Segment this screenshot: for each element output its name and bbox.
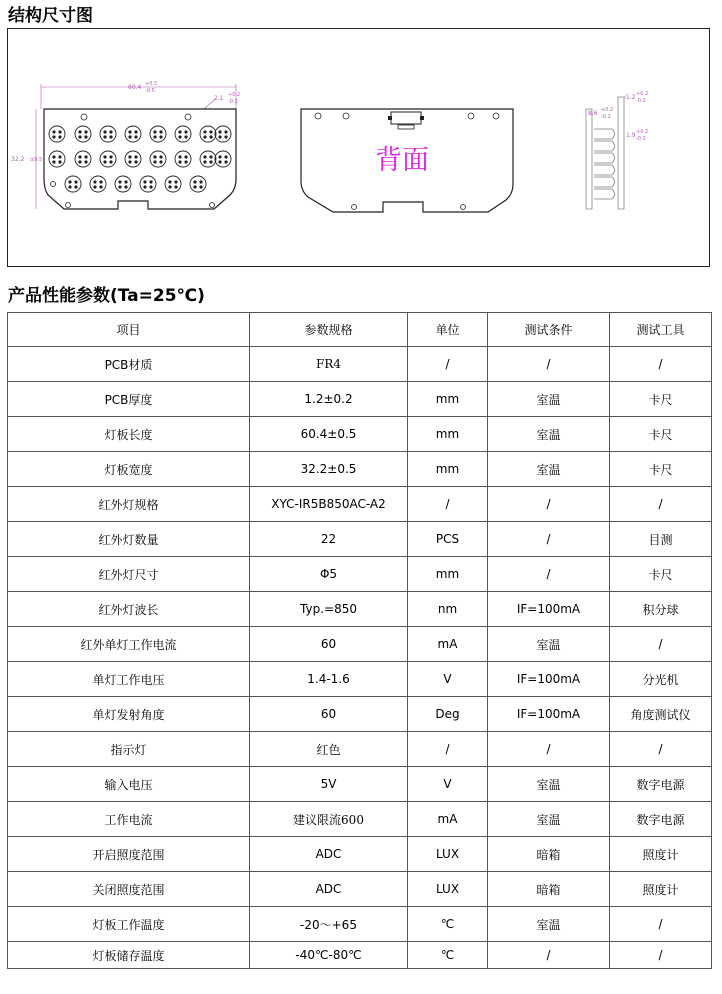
ir-led-pad: [84, 160, 87, 163]
table-cell: 室温: [488, 627, 610, 662]
ir-led-pad: [78, 135, 81, 138]
table-cell: /: [488, 522, 610, 557]
side-dim-c-tol-plus: +0.2: [636, 129, 649, 135]
table-cell: mA: [408, 802, 488, 837]
ir-led-pad: [68, 185, 71, 188]
table-cell: 开启照度范围: [8, 837, 250, 872]
table-cell: Deg: [408, 697, 488, 732]
ir-led-pad: [178, 160, 181, 163]
ir-led-pad: [84, 135, 87, 138]
front-view: [11, 81, 240, 209]
ir-led-outline: [175, 126, 191, 142]
table-cell: 1.2±0.2: [250, 382, 408, 417]
table-cell: 暗箱: [488, 872, 610, 907]
table-cell: LUX: [408, 837, 488, 872]
dim-hole-label: 2.1: [214, 95, 224, 102]
ir-led-pad: [153, 160, 156, 163]
table-cell: 红外灯尺寸: [8, 557, 250, 592]
table-cell: 暗箱: [488, 837, 610, 872]
table-header-cell: 参数规格: [250, 313, 408, 347]
table-header-cell: 单位: [408, 313, 488, 347]
side-dim-a-tol-plus: +0.2: [601, 107, 614, 113]
ir-led-pad: [153, 130, 156, 133]
ir-led-pad: [224, 155, 227, 158]
ir-led-outline: [165, 176, 181, 192]
table-cell: 数字电源: [610, 802, 712, 837]
ir-led-pad: [203, 155, 206, 158]
side-dim-c-tol-minus: -0.2: [636, 136, 646, 142]
table-cell: nm: [408, 592, 488, 627]
side-led-profile: [594, 177, 615, 187]
table-cell: PCB材质: [8, 347, 250, 382]
table-cell: 分光机: [610, 662, 712, 697]
table-cell: IF=100mA: [488, 592, 610, 627]
table-cell: LUX: [408, 872, 488, 907]
ir-led-pad: [52, 130, 55, 133]
table-cell: /: [610, 627, 712, 662]
ir-led-outline: [200, 126, 216, 142]
ir-led-pad: [128, 155, 131, 158]
ir-led-outline: [65, 176, 81, 192]
ir-led-outline: [190, 176, 206, 192]
ir-led-outline: [215, 126, 231, 142]
table-cell: ADC: [250, 872, 408, 907]
ir-led-pad: [74, 180, 77, 183]
table-cell: 工作电流: [8, 802, 250, 837]
table-row: [8, 942, 712, 969]
ir-led-pad: [103, 160, 106, 163]
table-row: [8, 347, 712, 382]
ir-led-pad: [134, 130, 137, 133]
ir-led-pad: [58, 130, 61, 133]
ir-led-outline: [175, 151, 191, 167]
ir-led-pad: [193, 180, 196, 183]
ir-led-outline: [125, 151, 141, 167]
table-row: [8, 487, 712, 522]
ir-led-pad: [218, 135, 221, 138]
ir-led-pad: [128, 130, 131, 133]
ir-led-pad: [159, 135, 162, 138]
ir-led-outline: [49, 126, 65, 142]
ir-led-pad: [58, 135, 61, 138]
table-cell: IF=100mA: [488, 697, 610, 732]
table-header-cell: 测试工具: [610, 313, 712, 347]
ir-led-pad: [78, 160, 81, 163]
ir-led-outline: [215, 151, 231, 167]
ir-led-pad: [218, 155, 221, 158]
table-row: [8, 417, 712, 452]
ir-led-pad: [224, 135, 227, 138]
side-dim-c: 1.9: [626, 132, 636, 139]
table-cell: Φ5: [250, 557, 408, 592]
ir-led-pad: [99, 185, 102, 188]
ir-led-outline: [100, 126, 116, 142]
table-cell: 60.4±0.5: [250, 417, 408, 452]
table-row: [8, 557, 712, 592]
table-row: [8, 522, 712, 557]
ir-led-pad: [134, 155, 137, 158]
ir-led-pad: [109, 130, 112, 133]
ir-led-pad: [184, 160, 187, 163]
ir-led-pad: [203, 135, 206, 138]
table-cell: 室温: [488, 417, 610, 452]
table-cell: 室温: [488, 767, 610, 802]
table-cell: /: [488, 487, 610, 522]
structure-section-title: 结构尺寸图: [8, 6, 93, 26]
ir-led-outline: [150, 126, 166, 142]
ir-led-pad: [184, 130, 187, 133]
table-cell: 灯板长度: [8, 417, 250, 452]
table-cell: /: [488, 557, 610, 592]
table-cell: ADC: [250, 837, 408, 872]
table-cell: 目测: [610, 522, 712, 557]
table-cell: 红外灯规格: [8, 487, 250, 522]
table-cell: 室温: [488, 802, 610, 837]
table-cell: 灯板宽度: [8, 452, 250, 487]
dim-length-tol-plus: +0.5: [145, 81, 158, 87]
ir-led-pad: [58, 160, 61, 163]
ir-led-pad: [153, 135, 156, 138]
table-cell: 60: [250, 697, 408, 732]
table-cell: /: [408, 347, 488, 382]
ir-led-pad: [209, 155, 212, 158]
table-cell: Typ.=850: [250, 592, 408, 627]
table-cell: /: [408, 732, 488, 767]
ir-led-pad: [224, 130, 227, 133]
dim-width-tol: ±0.5: [30, 157, 43, 163]
table-cell: V: [408, 767, 488, 802]
table-cell: /: [488, 942, 610, 969]
ir-led-pad: [218, 160, 221, 163]
back-side-label: 背面: [375, 145, 429, 176]
ir-led-outline: [100, 151, 116, 167]
table-cell: /: [488, 347, 610, 382]
ir-led-pad: [68, 180, 71, 183]
ir-led-pad: [134, 160, 137, 163]
ir-led-pad: [153, 155, 156, 158]
table-cell: 卡尺: [610, 417, 712, 452]
ir-led-pad: [203, 130, 206, 133]
ir-led-pad: [134, 135, 137, 138]
ir-led-pad: [143, 180, 146, 183]
ir-led-pad: [84, 130, 87, 133]
table-row: [8, 732, 712, 767]
ir-led-pad: [84, 155, 87, 158]
table-cell: /: [488, 732, 610, 767]
table-row: [8, 767, 712, 802]
ir-led-outline: [200, 151, 216, 167]
ir-led-pad: [184, 135, 187, 138]
table-cell: 照度计: [610, 837, 712, 872]
table-cell: /: [610, 907, 712, 942]
ir-led-pad: [174, 185, 177, 188]
table-row: [8, 662, 712, 697]
table-cell: XYC-IR5B850AC-A2: [250, 487, 408, 522]
ir-led-pad: [178, 130, 181, 133]
table-cell: /: [408, 487, 488, 522]
ir-led-pad: [128, 135, 131, 138]
side-led-profile: [594, 153, 615, 163]
ir-led-pad: [124, 185, 127, 188]
table-cell: mA: [408, 627, 488, 662]
side-led-profile: [594, 165, 615, 175]
table-row: [8, 802, 712, 837]
ir-led-pad: [52, 160, 55, 163]
ir-led-pad: [103, 130, 106, 133]
table-cell: 32.2±0.5: [250, 452, 408, 487]
ir-led-outline: [49, 151, 65, 167]
side-led-profile: [594, 189, 615, 199]
table-row: [8, 837, 712, 872]
table-cell: 室温: [488, 452, 610, 487]
ir-led-pad: [143, 185, 146, 188]
table-cell: ℃: [408, 907, 488, 942]
ir-led-grid: [49, 126, 231, 192]
table-cell: mm: [408, 557, 488, 592]
ir-led-pad: [159, 160, 162, 163]
table-cell: 卡尺: [610, 382, 712, 417]
side-led-profile: [594, 141, 615, 151]
ir-led-pad: [224, 160, 227, 163]
ir-led-outline: [150, 151, 166, 167]
side-dim-a: 8.6: [588, 110, 598, 117]
ir-led-pad: [168, 185, 171, 188]
table-cell: 输入电压: [8, 767, 250, 802]
table-cell: 建议限流600: [250, 802, 408, 837]
ir-led-pad: [118, 185, 121, 188]
side-dim-a-tol-minus: -0.2: [601, 114, 611, 120]
ir-led-pad: [199, 185, 202, 188]
ir-led-pad: [118, 180, 121, 183]
ir-led-pad: [103, 135, 106, 138]
ir-led-pad: [149, 185, 152, 188]
ir-led-pad: [203, 160, 206, 163]
ir-led-pad: [74, 185, 77, 188]
dim-length-tol-minus: -0.5: [145, 88, 155, 94]
ir-led-pad: [209, 135, 212, 138]
table-cell: 60: [250, 627, 408, 662]
table-cell: 单灯工作电压: [8, 662, 250, 697]
table-row: [8, 872, 712, 907]
ir-led-pad: [109, 155, 112, 158]
table-cell: 22: [250, 522, 408, 557]
table-cell: mm: [408, 417, 488, 452]
ir-led-pad: [193, 185, 196, 188]
ir-led-pad: [199, 180, 202, 183]
dimension-drawing-panel: [7, 28, 710, 267]
table-cell: 单灯发射角度: [8, 697, 250, 732]
ir-led-pad: [124, 180, 127, 183]
table-cell: IF=100mA: [488, 662, 610, 697]
table-cell: ℃: [408, 942, 488, 969]
table-row: [8, 382, 712, 417]
ir-led-pad: [103, 155, 106, 158]
table-row: [8, 592, 712, 627]
dim-length-label: 60.4: [128, 84, 142, 91]
table-cell: /: [610, 942, 712, 969]
table-cell: PCB厚度: [8, 382, 250, 417]
ir-led-pad: [58, 155, 61, 158]
table-cell: 5V: [250, 767, 408, 802]
table-header-cell: 项目: [8, 313, 250, 347]
ir-led-pad: [168, 180, 171, 183]
table-cell: 指示灯: [8, 732, 250, 767]
side-dim-b-tol-minus: -0.2: [636, 98, 646, 104]
back-view: [301, 109, 513, 212]
table-cell: PCS: [408, 522, 488, 557]
table-cell: -20～+65: [250, 907, 408, 942]
ir-led-pad: [99, 180, 102, 183]
table-cell: 积分球: [610, 592, 712, 627]
table-row: [8, 907, 712, 942]
table-cell: 红外灯数量: [8, 522, 250, 557]
table-cell: 室温: [488, 382, 610, 417]
table-cell: 角度测试仪: [610, 697, 712, 732]
table-row: [8, 452, 712, 487]
spec-table: [7, 312, 712, 969]
table-cell: V: [408, 662, 488, 697]
table-cell: 关闭照度范围: [8, 872, 250, 907]
ir-led-outline: [75, 151, 91, 167]
table-cell: mm: [408, 452, 488, 487]
table-cell: 照度计: [610, 872, 712, 907]
ir-led-pad: [218, 130, 221, 133]
ir-led-pad: [128, 160, 131, 163]
params-section-title: 产品性能参数(Ta=25℃): [8, 286, 205, 306]
table-header-row: [8, 313, 712, 347]
dim-width-label: 32.2: [11, 156, 25, 163]
table-cell: 卡尺: [610, 557, 712, 592]
ir-led-pad: [209, 130, 212, 133]
ir-led-pad: [159, 155, 162, 158]
table-cell: 灯板工作温度: [8, 907, 250, 942]
ir-led-pad: [184, 155, 187, 158]
table-row: [8, 697, 712, 732]
table-cell: 数字电源: [610, 767, 712, 802]
table-cell: 红外单灯工作电流: [8, 627, 250, 662]
ir-led-pad: [178, 155, 181, 158]
side-view: [586, 91, 648, 209]
ir-led-pad: [78, 130, 81, 133]
table-cell: mm: [408, 382, 488, 417]
table-cell: 卡尺: [610, 452, 712, 487]
table-cell: 红色: [250, 732, 408, 767]
ir-led-pad: [52, 155, 55, 158]
side-led-profile: [594, 129, 615, 139]
ir-led-outline: [90, 176, 106, 192]
table-cell: FR4: [250, 347, 408, 382]
table-cell: /: [610, 732, 712, 767]
table-cell: /: [610, 347, 712, 382]
table-cell: 灯板储存温度: [8, 942, 250, 969]
ir-led-pad: [93, 185, 96, 188]
ir-led-outline: [125, 126, 141, 142]
ir-led-pad: [178, 135, 181, 138]
ir-led-outline: [75, 126, 91, 142]
table-cell: 红外灯波长: [8, 592, 250, 627]
table-cell: /: [610, 487, 712, 522]
ir-led-pad: [109, 135, 112, 138]
ir-led-pad: [159, 130, 162, 133]
ir-led-pad: [78, 155, 81, 158]
side-dim-b: 1.2: [626, 94, 636, 101]
side-dim-b-tol-plus: +0.2: [636, 91, 649, 97]
ir-led-pad: [209, 160, 212, 163]
ir-led-pad: [149, 180, 152, 183]
ir-led-pad: [93, 180, 96, 183]
table-row: [8, 627, 712, 662]
dimension-drawing: [8, 29, 711, 268]
table-cell: -40℃-80℃: [250, 942, 408, 969]
ir-led-pad: [52, 135, 55, 138]
ir-led-outline: [115, 176, 131, 192]
table-cell: 室温: [488, 907, 610, 942]
ir-led-outline: [140, 176, 156, 192]
table-cell: 1.4-1.6: [250, 662, 408, 697]
ir-led-pad: [109, 160, 112, 163]
dim-hole-tol-plus: +0.2: [228, 92, 241, 98]
table-header-cell: 测试条件: [488, 313, 610, 347]
dim-hole-tol-minus: -0.2: [228, 99, 238, 105]
ir-led-pad: [174, 180, 177, 183]
